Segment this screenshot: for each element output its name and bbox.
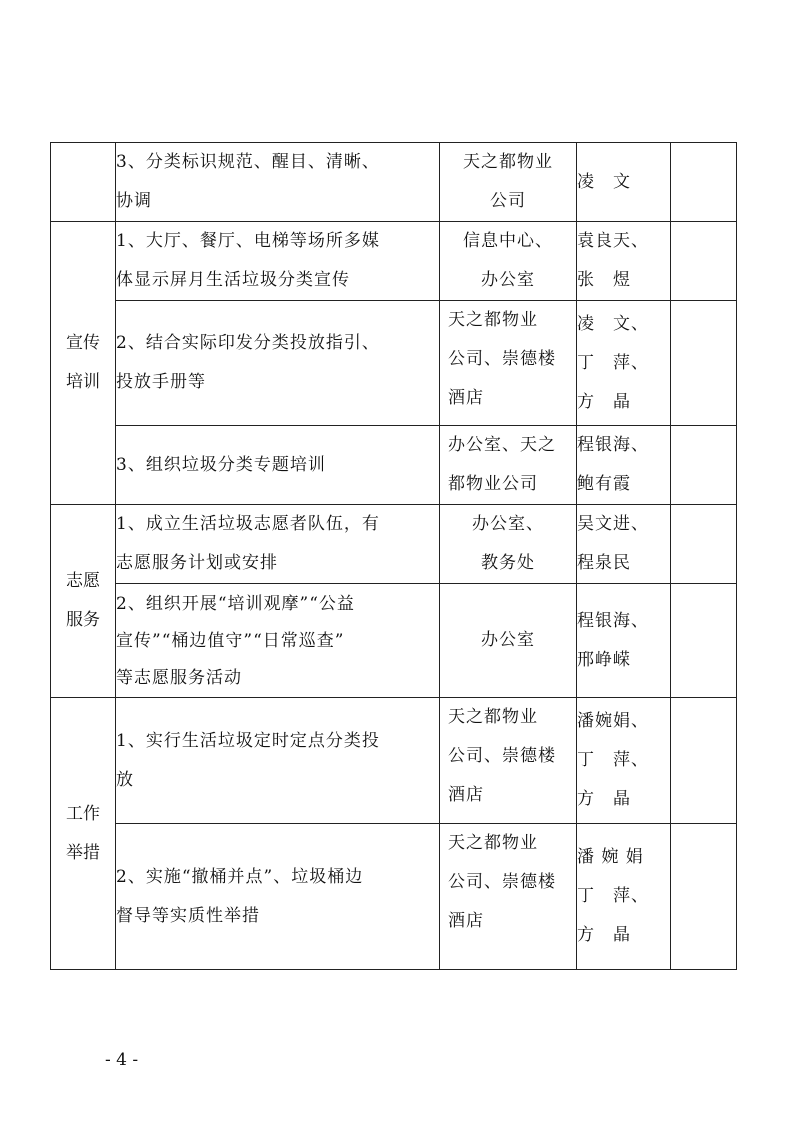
content-cell: 3、分类标识规范、醒目、清晰、 协调 — [116, 143, 440, 222]
table-row — [51, 584, 737, 698]
note-cell — [671, 824, 737, 970]
category-cell-measures: 工作 举措 — [51, 698, 116, 970]
person-cell: 程银海、 邢峥嵘 — [577, 584, 671, 698]
note-cell — [671, 143, 737, 222]
note-cell — [671, 222, 737, 301]
content-cell: 3、组织垃圾分类专题培训 — [116, 426, 440, 505]
person-cell: 潘婉娟、 丁 萍、 方 晶 — [577, 698, 671, 824]
note-cell — [671, 426, 737, 505]
table-row — [51, 301, 737, 426]
note-cell — [671, 505, 737, 584]
category-cell-empty — [51, 143, 116, 222]
content-cell: 1、成立生活垃圾志愿者队伍，有 志愿服务计划或安排 — [116, 505, 440, 584]
person-cell: 潘 婉 娟 丁 萍、 方 晶 — [577, 824, 671, 970]
person-cell: 凌 文、 丁 萍、 方 晶 — [577, 301, 671, 426]
table-row — [51, 426, 737, 505]
table-row — [51, 505, 737, 584]
note-cell — [671, 301, 737, 426]
note-cell — [671, 698, 737, 824]
table-row — [51, 824, 737, 970]
task-table — [50, 142, 737, 970]
content-cell: 1、实行生活垃圾定时定点分类投 放 — [116, 698, 440, 824]
note-cell — [671, 584, 737, 698]
table-row — [51, 698, 737, 824]
person-cell: 吴文进、 程泉民 — [577, 505, 671, 584]
content-cell: 1、大厅、餐厅、电梯等场所多媒 体显示屏月生活垃圾分类宣传 — [116, 222, 440, 301]
department-cell: 办公室、 教务处 — [440, 505, 577, 584]
department-cell: 办公室 — [440, 584, 577, 698]
department-cell: 天之都物业 公司、崇德楼 酒店 — [440, 698, 577, 824]
content-cell: 2、结合实际印发分类投放指引、 投放手册等 — [116, 301, 440, 426]
department-cell: 信息中心、 办公室 — [440, 222, 577, 301]
person-cell: 凌 文 — [577, 143, 671, 222]
category-cell-publicity: 宣传 培训 — [51, 222, 116, 505]
department-cell: 天之都物业 公司、崇德楼 酒店 — [440, 824, 577, 970]
department-cell: 天之都物业 公司、崇德楼 酒店 — [440, 301, 577, 426]
department-cell: 天之都物业 公司 — [440, 143, 577, 222]
table-row — [51, 222, 737, 301]
table-row — [51, 143, 737, 222]
person-cell: 程银海、 鲍有霞 — [577, 426, 671, 505]
content-cell: 2、实施“撤桶并点”、垃圾桶边 督导等实质性举措 — [116, 824, 440, 970]
department-cell: 办公室、天之 都物业公司 — [440, 426, 577, 505]
content-cell: 2、组织开展“培训观摩”“公益 宣传”“桶边值守”“日常巡查” 等志愿服务活动 — [116, 584, 440, 698]
category-cell-volunteer: 志愿 服务 — [51, 505, 116, 698]
person-cell: 袁良天、 张 煜 — [577, 222, 671, 301]
page-number: - 4 - — [105, 1050, 139, 1070]
